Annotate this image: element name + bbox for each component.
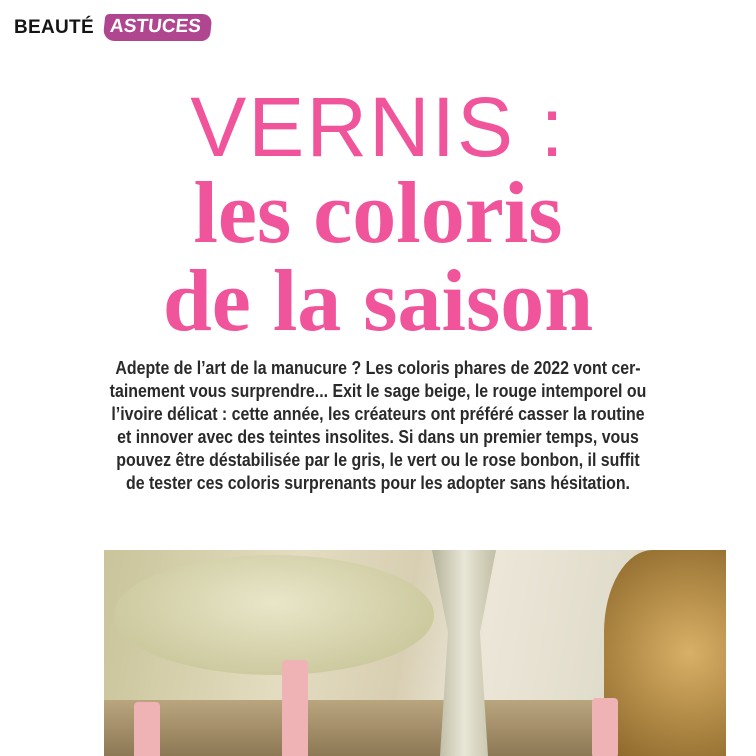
lead-line: et innover avec des teintes insolites. Si dans un premier temps, vous <box>117 426 639 447</box>
polish-bottle <box>282 660 308 756</box>
pillow <box>114 555 434 675</box>
golden-teapot <box>604 550 726 756</box>
headline <box>0 80 756 350</box>
polish-bottle <box>592 698 618 756</box>
section-label: BEAUTÉ <box>14 16 94 38</box>
polish-bottle <box>134 702 160 756</box>
headline-line-1: VERNIS : <box>190 80 566 174</box>
lead-paragraph <box>0 356 756 494</box>
headline-line-2: les coloris <box>193 165 563 262</box>
nail-polish-photo <box>104 550 726 756</box>
lead-line: de tester ces coloris surprenants pour les adopter sans hésitation. <box>126 472 630 493</box>
lead-line: pouvez être déstabilisée par le gris, le vert ou le rose bonbon, il suffit <box>116 449 640 470</box>
tag-badge: ASTUCES <box>103 14 213 41</box>
section-rubric <box>14 14 211 41</box>
lead-line: l’ivoire délicat : cette année, les créateurs ont préféré casser la routine <box>111 403 645 424</box>
lead-line: tainement vous surprendre... Exit le sage beige, le rouge intemporel ou <box>109 380 647 401</box>
lead-line: Adepte de l’art de la manucure ? Les coloris phares de 2022 vont cer- <box>115 357 641 378</box>
headline-line-3: de la saison <box>162 253 594 350</box>
